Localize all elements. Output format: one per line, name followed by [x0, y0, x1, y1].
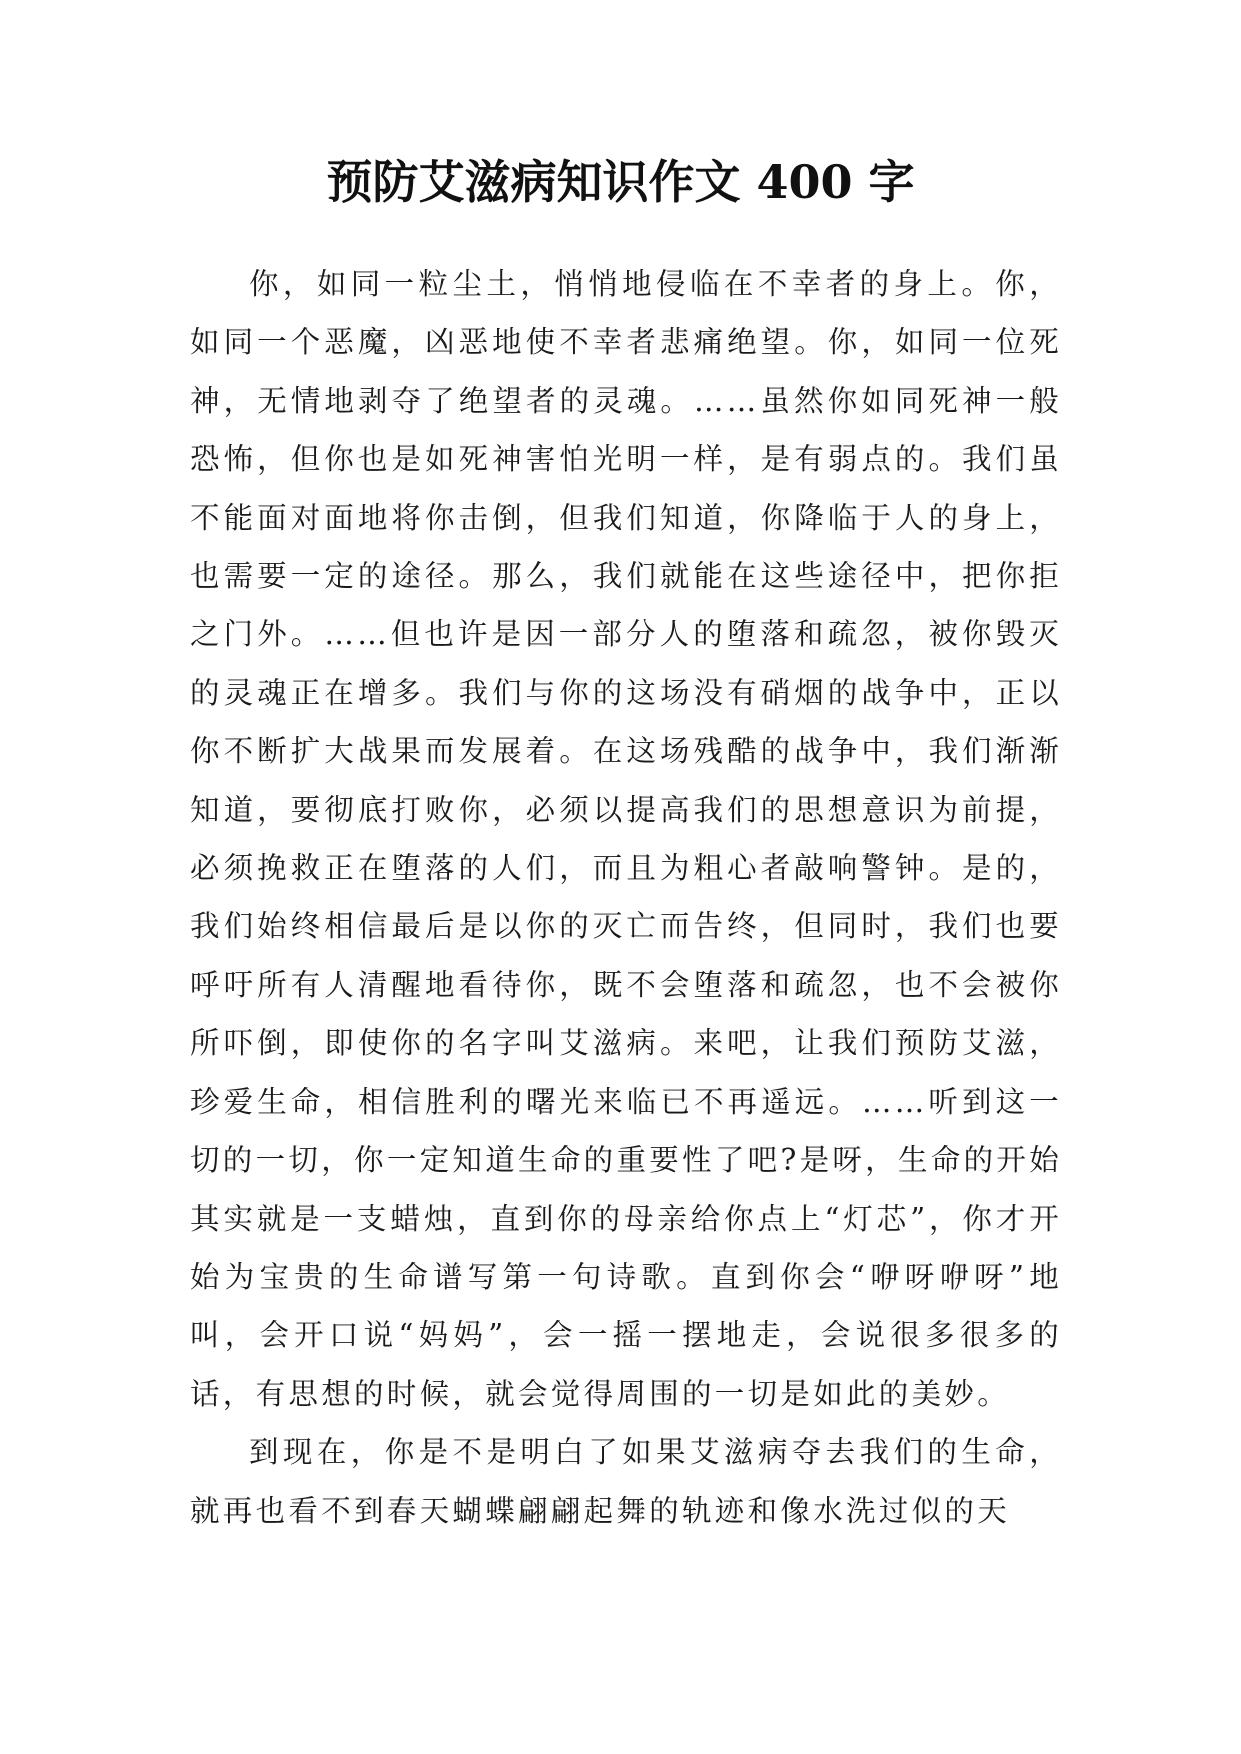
document-title: 预防艾滋病知识作文 400 字 — [326, 155, 915, 209]
paragraph: 你，如同一粒尘土，悄悄地侵临在不幸者的身上。你，如同一个恶魔，凶恶地使不幸者悲痛绝望。你，如同一位死神，无情地剥夺了绝望者的灵魂。……虽然你如同死神一般恐怖，但你也是如死神害怕光明一样，是有弱点的。我们虽不能面对面地将你击倒，但我们知道，你降临于人的身上，也需要一定的途径。那么，我们就能在这些途径中，把你拒之门外。……但也许是因一部分人的堕落和疏忽，被你毁灭的灵魂正在增多。我们与你的这场没有硝烟的战争中，正以你不断扩大战果而发展着。在这场残酷的战争中，我们渐渐知道，要彻底打败你，必须以提高我们的思想意识为前提，必须挽救正在堕落的人们，而且为粗心者敲响警钟。是的，我们始终相信最后是以你的灭亡而告终，但同时，我们也要呼吁所有人清醒地看待你，既不会堕落和疏忽，也不会被你所吓倒，即使你的名字叫艾滋病。来吧，让我们预防艾滋，珍爱生命，相信胜利的曙光来临已不再遥远。……听到这一切的一切，你一定知道生命的重要性了吧?是呀，生命的开始其实就是一支蜡烛，直到你的母亲给你点上“灯芯”，你才开始为宝贵的生命谱写第一句诗歌。直到你会“咿呀咿呀”地叫，会开口说“妈妈”，会一摇一摆地走，会说很多很多的话，有思想的时候，就会觉得周围的一切是如此的美妙。 — [190, 267, 1062, 1411]
document-body — [190, 255, 1062, 1540]
paragraph: 到现在，你是不是明白了如果艾滋病夺去我们的生命，就再也看不到春天蝴蝶翩翩起舞的轨迹和像水洗过似的天 — [190, 1435, 1062, 1528]
